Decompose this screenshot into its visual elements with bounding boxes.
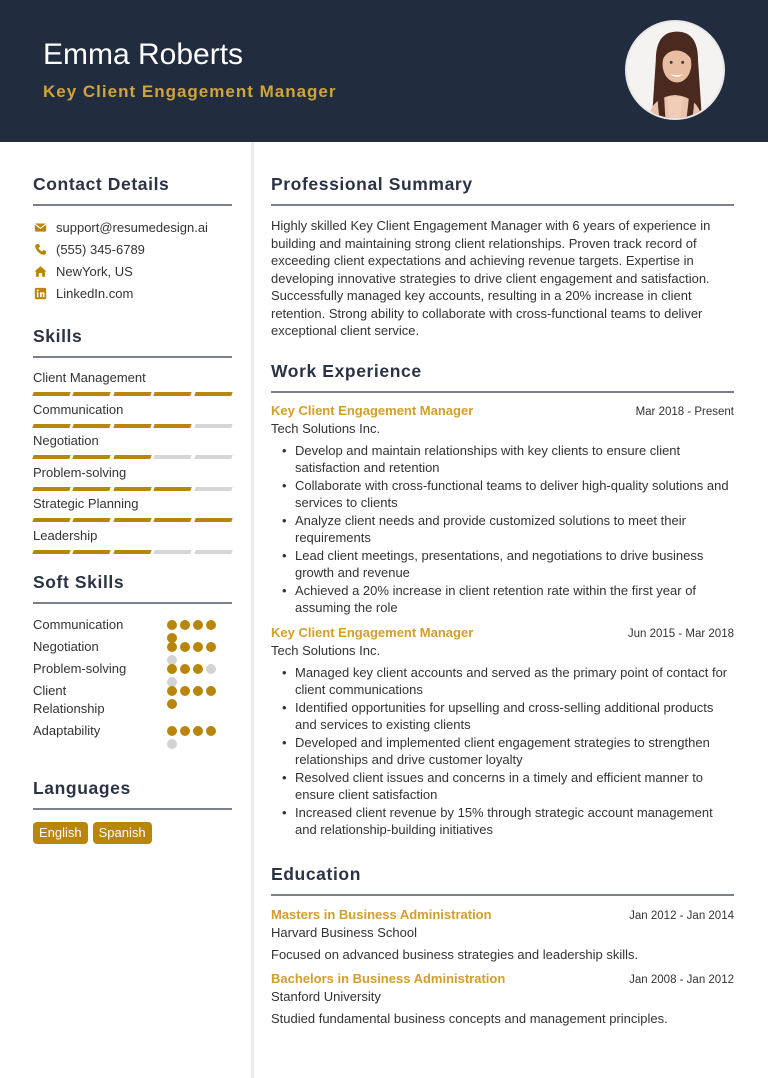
skill-level-segment — [113, 487, 152, 491]
skill-level-segment — [194, 392, 233, 396]
rating-dot — [193, 620, 203, 630]
soft-skill-name: Adaptability — [33, 722, 101, 738]
skill-item — [33, 433, 232, 465]
section-title-experience: Work Experience — [271, 361, 734, 393]
skill-level-segment — [153, 550, 192, 554]
home-icon — [33, 264, 47, 278]
skill-name: Strategic Planning — [33, 496, 139, 512]
skill-level-segment — [194, 487, 233, 491]
phone-icon — [33, 242, 47, 256]
skill-level-segment — [32, 550, 71, 554]
resume-header — [0, 0, 768, 142]
skill-name: Problem-solving — [33, 464, 127, 480]
rating-dot — [206, 686, 216, 696]
job-bullets — [271, 664, 734, 839]
soft-skill-item — [33, 682, 232, 722]
contact-linkedin-text: LinkedIn.com — [56, 285, 134, 301]
section-title-education: Education — [271, 864, 734, 896]
soft-skill-item — [33, 660, 232, 682]
skill-level-segment — [73, 487, 112, 491]
rating-dot — [180, 642, 190, 652]
school: Stanford University — [271, 988, 381, 1004]
experience-section — [271, 361, 734, 839]
linkedin-icon — [33, 286, 47, 300]
section-title-contact: Contact Details — [33, 174, 232, 206]
skill-level-segment — [32, 424, 71, 428]
school: Harvard Business School — [271, 924, 417, 940]
rating-dot — [167, 686, 177, 696]
candidate-name: Emma Roberts — [43, 38, 244, 71]
skill-item — [33, 528, 232, 560]
main-content — [271, 142, 734, 1026]
soft-skill-name: Problem-solving — [33, 660, 127, 676]
job-entry — [271, 403, 734, 617]
language-badge: English — [33, 822, 88, 844]
sidebar — [33, 142, 232, 844]
skill-item — [33, 370, 232, 402]
skill-item — [33, 402, 232, 434]
job-bullet: • Collaborate with cross-functional teams to deliver high-quality solutions and services to clients — [282, 477, 734, 512]
skill-level-segment — [73, 455, 112, 459]
rating-dot — [206, 726, 216, 736]
soft-skill-name: Client Relationship — [33, 682, 105, 716]
contact-phone[interactable] — [33, 238, 232, 260]
skill-level-segment — [194, 455, 233, 459]
skill-level-segment — [113, 518, 152, 522]
skill-level-bar — [33, 487, 232, 491]
job-dates: Jun 2015 - Mar 2018 — [627, 627, 734, 640]
skill-level-segment — [32, 487, 71, 491]
skill-level-segment — [32, 455, 71, 459]
soft-skill-item — [33, 638, 232, 660]
language-badge: Spanish — [93, 822, 152, 844]
skill-level-segment — [153, 455, 192, 459]
skill-level-bar — [33, 455, 232, 459]
contact-email-text: support@resumedesign.ai — [56, 219, 208, 235]
skill-level-segment — [153, 424, 192, 428]
candidate-title: Key Client Engagement Manager — [43, 82, 337, 101]
rating-dot — [206, 664, 216, 674]
rating-dot — [167, 699, 177, 709]
skill-level-segment — [153, 392, 192, 396]
degree: Masters in Business Administration — [271, 906, 492, 922]
contact-email[interactable] — [33, 216, 232, 238]
job-bullet: • Analyze client needs and provide customized solutions to meet their requirements — [282, 512, 734, 547]
section-title-soft-skills: Soft Skills — [33, 572, 232, 604]
contact-location — [33, 260, 232, 282]
skill-level-segment — [194, 424, 233, 428]
rating-dot — [180, 664, 190, 674]
skills-list — [33, 370, 232, 560]
skill-level-bar — [33, 550, 232, 554]
skill-level-segment — [73, 550, 112, 554]
job-entry — [271, 625, 734, 839]
skill-level-segment — [113, 424, 152, 428]
education-dates: Jan 2012 - Jan 2014 — [629, 909, 734, 922]
skill-level-segment — [73, 424, 112, 428]
skill-level-segment — [113, 550, 152, 554]
skill-level-bar — [33, 518, 232, 522]
skill-level-segment — [153, 518, 192, 522]
rating-dot — [167, 739, 177, 749]
column-divider — [251, 142, 254, 1078]
contact-section — [33, 174, 232, 304]
rating-dot — [180, 620, 190, 630]
skill-level-bar — [33, 392, 232, 396]
skill-level-segment — [194, 550, 233, 554]
rating-dot — [167, 726, 177, 736]
job-bullet: • Increased client revenue by 15% through strategic account management and relationship-building initiatives — [282, 804, 734, 839]
skill-level-segment — [32, 392, 71, 396]
skill-level-segment — [32, 518, 71, 522]
job-role: Key Client Engagement Manager — [271, 402, 474, 418]
contact-phone-text: (555) 345-6789 — [56, 241, 145, 257]
education-description: Focused on advanced business strategies and leadership skills. — [271, 946, 639, 962]
rating-dot — [180, 726, 190, 736]
job-dates: Mar 2018 - Present — [635, 405, 734, 418]
summary-text: Highly skilled Key Client Engagement Manager with 6 years of experience in building and maintaining strong client relationships. Proven track record of exceeding client expectations and achieving revenue targets. Expertise in developing innovative strategies to drive client engagement and satisfaction. Successfully managed key accounts, resulting in a 20% increase in client retention. Strong ability to collaborate with cross-functional teams to deliver exceptional client service. — [271, 218, 711, 338]
contact-linkedin[interactable] — [33, 282, 232, 304]
languages-list — [33, 822, 232, 844]
soft-skills-section — [33, 572, 232, 760]
soft-skill-rating — [167, 722, 227, 749]
rating-dot — [193, 642, 203, 652]
section-title-summary: Professional Summary — [271, 174, 734, 206]
rating-dot — [206, 620, 216, 630]
rating-dot — [167, 642, 177, 652]
avatar-portrait-icon — [627, 22, 723, 118]
section-title-skills: Skills — [33, 326, 232, 358]
skill-level-segment — [113, 455, 152, 459]
education-section — [271, 864, 734, 1026]
job-bullet: • Develop and maintain relationships with key clients to ensure client satisfaction and retention — [282, 442, 734, 477]
soft-skill-name: Communication — [33, 616, 124, 632]
job-bullet: • Managed key client accounts and served as the primary point of contact for client communications — [282, 664, 734, 699]
languages-section — [33, 778, 232, 844]
skill-item — [33, 496, 232, 528]
skill-name: Negotiation — [33, 433, 99, 449]
rating-dot — [193, 726, 203, 736]
rating-dot — [193, 686, 203, 696]
job-bullet: • Achieved a 20% increase in client retention rate within the first year of assuming the role — [282, 582, 734, 617]
skill-level-bar — [33, 424, 232, 428]
rating-dot — [180, 686, 190, 696]
contact-list — [33, 216, 232, 304]
envelope-icon — [33, 220, 47, 234]
skill-name: Leadership — [33, 527, 98, 543]
soft-skill-item — [33, 722, 232, 760]
job-bullet: • Resolved client issues and concerns in a timely and efficient manner to ensure client satisfaction — [282, 769, 734, 804]
skill-level-segment — [153, 487, 192, 491]
skill-name: Communication — [33, 401, 124, 417]
degree: Bachelors in Business Administration — [271, 970, 506, 986]
job-company: Tech Solutions Inc. — [271, 642, 381, 658]
rating-dot — [167, 620, 177, 630]
skills-section — [33, 326, 232, 560]
job-company: Tech Solutions Inc. — [271, 420, 381, 436]
rating-dot — [167, 664, 177, 674]
soft-skill-name: Negotiation — [33, 638, 99, 654]
section-title-languages: Languages — [33, 778, 232, 810]
skill-level-segment — [194, 518, 233, 522]
skill-level-segment — [113, 392, 152, 396]
rating-dot — [193, 664, 203, 674]
skill-name: Client Management — [33, 370, 146, 385]
summary-section — [271, 174, 734, 340]
job-bullets — [271, 442, 734, 617]
education-entry — [271, 907, 734, 962]
soft-skills-list — [33, 616, 232, 760]
education-entry — [271, 971, 734, 1026]
contact-location-text: NewYork, US — [56, 263, 133, 279]
skill-level-segment — [73, 392, 112, 396]
job-role: Key Client Engagement Manager — [271, 624, 474, 640]
profile-photo — [625, 20, 725, 120]
rating-dot — [206, 642, 216, 652]
soft-skill-rating — [167, 682, 227, 709]
education-description: Studied fundamental business concepts and management principles. — [271, 1010, 668, 1026]
job-bullet: • Identified opportunities for upselling and cross-selling additional products and services to existing clients — [282, 699, 734, 734]
education-dates: Jan 2008 - Jan 2012 — [629, 973, 734, 986]
job-bullet: • Developed and implemented client engagement strategies to strengthen relationships and drive customer loyalty — [282, 734, 734, 769]
skill-level-segment — [73, 518, 112, 522]
soft-skill-item — [33, 616, 232, 638]
skill-item — [33, 465, 232, 497]
job-bullet: • Lead client meetings, presentations, and negotiations to drive business growth and revenue — [282, 547, 734, 582]
